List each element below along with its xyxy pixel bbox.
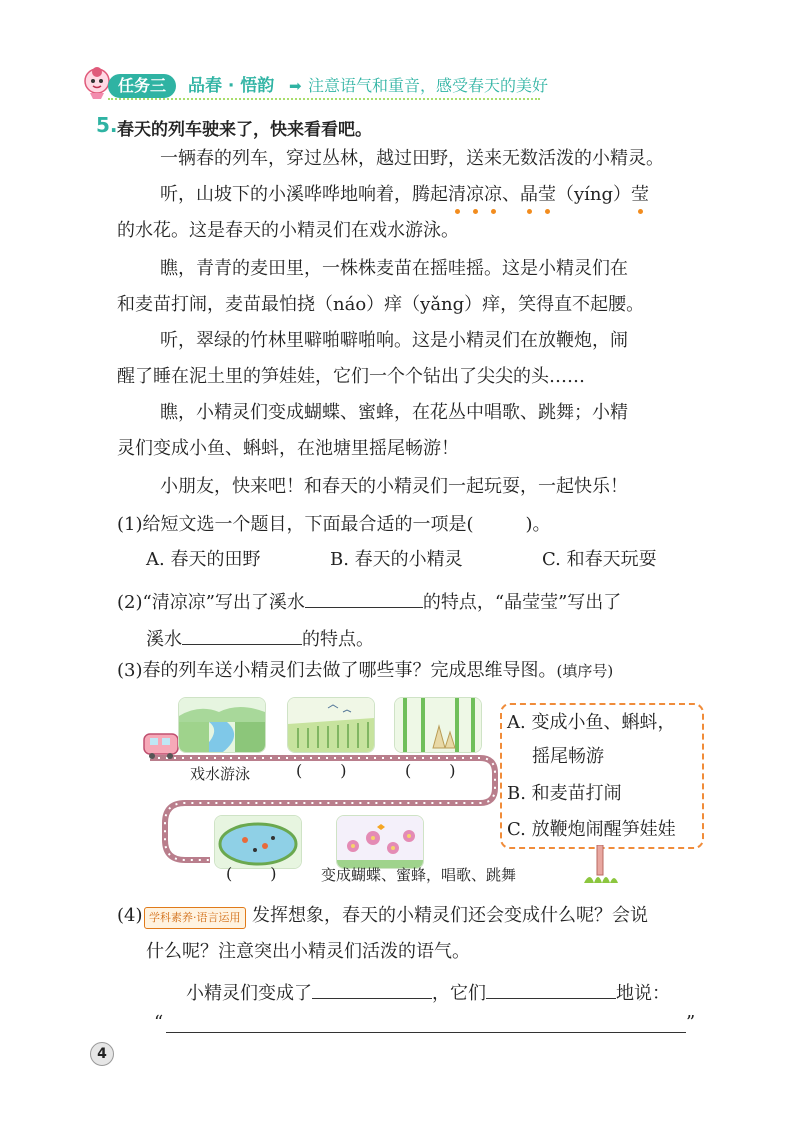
- passage-line: 瞧，青青的麦田里，一株株麦苗在摇哇摇。这是小精灵们在: [160, 258, 628, 279]
- emphasis-char: 晶: [520, 184, 538, 205]
- sub-question-3-stem: (3)春的列车送小精灵们去做了哪些事？完成思维导图。: [117, 660, 557, 681]
- sub-question-4-answer: [186, 980, 670, 1005]
- sub-question-2-text: (2)“清凉凉”写出了溪水: [117, 592, 305, 613]
- sub-question-2-text: 的特点，“晶莹莹”写出了: [422, 592, 622, 613]
- paren-close: ): [270, 864, 277, 883]
- train-icon: [142, 728, 182, 760]
- arrow-right-icon: ➡: [289, 77, 302, 95]
- page-number: 4: [90, 1042, 114, 1066]
- task-badge: 任务三: [108, 74, 176, 98]
- mindmap-option-a-line2: 摇尾畅游: [532, 746, 604, 767]
- task-title: 品春 · 悟韵: [188, 76, 275, 96]
- emphasis-char: 清: [448, 184, 466, 205]
- mindmap-option-b: B. 和麦苗打闹: [507, 783, 622, 804]
- quote-open: “: [154, 1012, 164, 1033]
- answer-prompt: ，它们: [432, 983, 486, 1004]
- answer-prompt: 地说：: [616, 983, 670, 1004]
- caption-last: 变成蝴蝶、蜜蜂，唱歌、跳舞: [321, 866, 517, 884]
- quote-close: ”: [686, 1012, 696, 1033]
- answer-blank[interactable]: [182, 626, 302, 645]
- emphasis-char: 莹: [631, 184, 650, 205]
- emphasis-char: 凉: [466, 184, 484, 205]
- mindmap-option-c: C. 放鞭炮闹醒笋娃娃: [507, 819, 676, 840]
- mindmap-option-a: A. 变成小鱼、蝌蚪，: [507, 712, 676, 733]
- sub-question-1: [117, 512, 551, 536]
- bamboo-forest-picture: [394, 697, 482, 753]
- passage-line: 听，翠绿的竹林里噼啪噼啪响。这是小精灵们在放鞭炮，闹: [160, 330, 628, 351]
- answer-blank[interactable]: [474, 512, 526, 530]
- sub-question-3: [117, 660, 613, 682]
- answer-blank[interactable]: [305, 589, 423, 608]
- emphasis-char: 莹: [538, 184, 556, 205]
- paren-close: ): [340, 761, 347, 780]
- skill-tag: 学科素养·语言运用: [144, 907, 246, 929]
- emphasis-char: 凉: [484, 184, 502, 205]
- stream-picture: [178, 697, 266, 753]
- passage-line: 灵们变成小鱼、蝌蚪，在池塘里摇尾畅游！: [117, 438, 459, 459]
- task-hint: 注意语气和重音，感受春天的美好: [308, 76, 549, 95]
- answer-blank[interactable]: [312, 980, 432, 999]
- header-divider: [108, 98, 540, 100]
- passage-line: 和麦苗打闹，麦苗最怕挠（náo）痒（yǎng）痒，笑得直不起腰。: [117, 294, 645, 315]
- question-number: 5.: [96, 113, 118, 137]
- answer-prompt: 小精灵们变成了: [186, 983, 312, 1004]
- sub-question-4-stem: 发挥想象，春天的小精灵们还会变成什么呢？会说: [252, 905, 648, 926]
- answer-blank[interactable]: [486, 980, 616, 999]
- answer-paren[interactable]: [405, 761, 456, 780]
- answer-paren[interactable]: [296, 761, 347, 780]
- answer-line[interactable]: [166, 1032, 686, 1033]
- sub-question-2-line2: [146, 626, 374, 651]
- pond-picture: [214, 815, 302, 869]
- sub-question-4-number: (4): [117, 905, 143, 926]
- answer-paren[interactable]: [226, 864, 277, 883]
- passage-line: 瞧，小精灵们变成蝴蝶、蜜蜂，在花丛中唱歌、跳舞；小精: [160, 402, 628, 423]
- sub-question-1-stem: (1)给短文选一个题目，下面最合适的一项是(: [117, 514, 474, 535]
- signpost-icon: [580, 845, 620, 885]
- passage-line: [160, 184, 649, 206]
- option-b[interactable]: B. 春天的小精灵: [330, 549, 463, 570]
- passage-text: （yíng）: [556, 184, 632, 205]
- sub-question-2: [117, 589, 621, 614]
- passage-line: 一辆春的列车，穿过丛林，越过田野，送来无数活泼的小精灵。: [160, 148, 664, 169]
- question-title: 春天的列车驶来了，快来看看吧。: [117, 120, 372, 140]
- passage-line: 的水花。这是春天的小精灵们在戏水游泳。: [117, 220, 459, 241]
- paren-open: (: [226, 864, 233, 883]
- caption-first: 戏水游泳: [190, 765, 251, 783]
- passage-line: 醒了睡在泥土里的笋娃娃，它们一个个钻出了尖尖的头……: [117, 366, 585, 387]
- flowers-picture: [336, 815, 424, 869]
- passage-text: 听，山坡下的小溪哗哗地响着，腾起: [160, 184, 448, 205]
- sub-question-4-stem-line2: 什么呢？注意突出小精灵们活泼的语气。: [146, 941, 470, 962]
- passage-line: 小朋友，快来吧！和春天的小精灵们一起玩耍，一起快乐！: [160, 476, 628, 497]
- sub-question-2-text: 溪水: [146, 629, 182, 650]
- wheat-field-picture: [287, 697, 375, 753]
- sub-question-2-text: 的特点。: [302, 629, 374, 650]
- passage-text: 、: [502, 184, 520, 205]
- paren-open: (: [296, 761, 303, 780]
- option-c[interactable]: C. 和春天玩耍: [542, 549, 657, 570]
- paren-close: ): [449, 761, 456, 780]
- paren-open: (: [405, 761, 412, 780]
- option-a[interactable]: A. 春天的田野: [146, 549, 261, 570]
- sub-question-3-note: (填序号): [556, 662, 614, 680]
- sub-question-1-end: )。: [525, 514, 551, 535]
